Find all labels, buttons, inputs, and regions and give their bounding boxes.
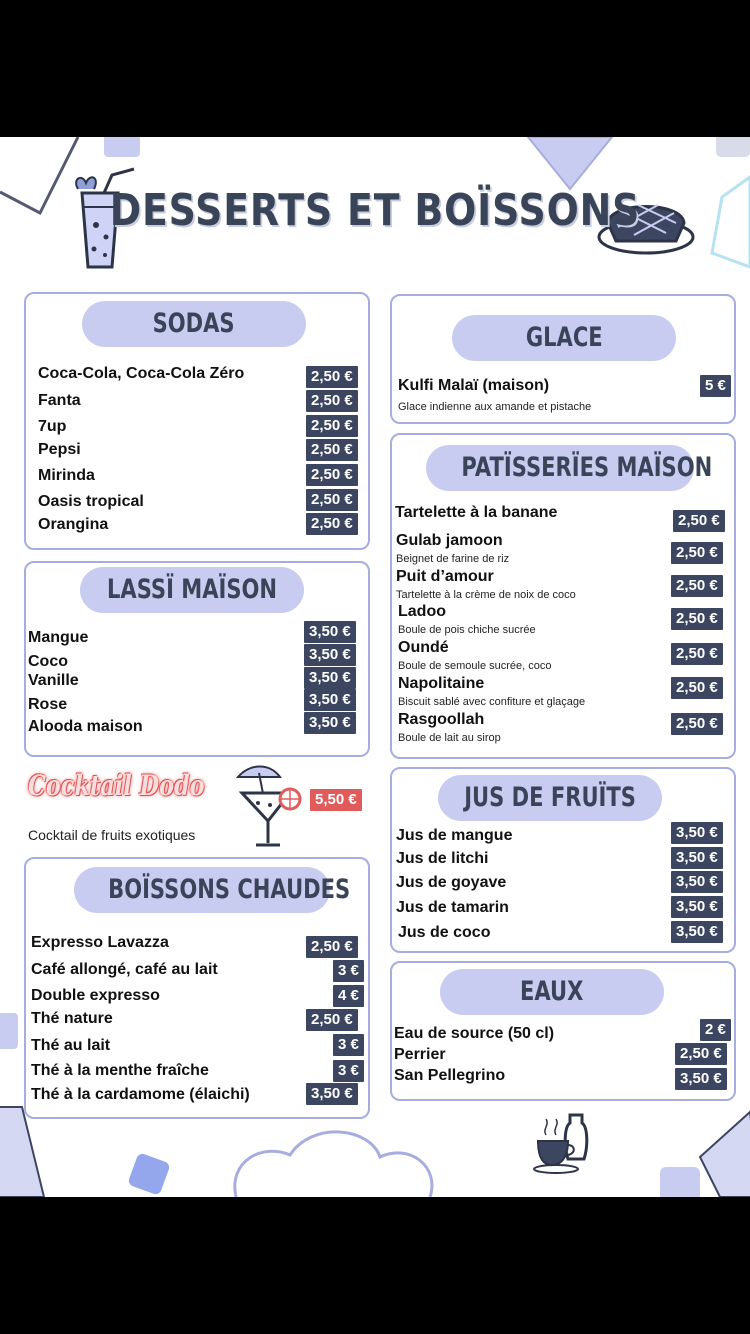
menu-item-name: Jus de litchi	[396, 850, 489, 867]
menu-item-name: Oundé	[398, 639, 449, 656]
menu-item-name: Ladoo	[398, 603, 446, 620]
price-badge: 2,50 €	[675, 1043, 727, 1065]
price-badge: 2,50 €	[306, 439, 358, 461]
sodas-heading: SODAS	[82, 301, 306, 347]
menu-item-name: Jus de tamarin	[396, 899, 509, 916]
price-badge: 2,50 €	[306, 366, 358, 388]
juices-heading: JUS DE FRUÏTS	[438, 775, 662, 821]
price-badge: 3,50 €	[304, 712, 356, 734]
price-badge: 3 €	[333, 1034, 364, 1056]
menu-item-description: Boule de lait au sirop	[398, 732, 501, 744]
price-badge: 2 €	[700, 1019, 731, 1041]
menu-item-name: Eau de source (50 cl)	[394, 1025, 555, 1042]
menu-item-name: Mirinda	[38, 467, 95, 484]
pastries-heading: PATÏSSERÏES MAÏSON	[426, 445, 694, 491]
price-badge: 2,50 €	[671, 608, 723, 630]
menu-item-description: Boule de pois chiche sucrée	[398, 624, 536, 636]
menu-item-name: Thé nature	[31, 1010, 113, 1027]
price-badge: 2,50 €	[671, 677, 723, 699]
menu-item-name: Thé à la menthe fraîche	[31, 1062, 209, 1079]
menu-item-name: Mangue	[28, 629, 89, 646]
menu-item-name: Kulfi Malaï (maison)	[398, 377, 550, 394]
menu-sheet	[0, 137, 750, 1197]
menu-item-name: Coca-Cola, Coca-Cola Zéro	[38, 365, 245, 382]
price-badge: 4 €	[333, 985, 364, 1007]
menu-item-name: Oasis tropical	[38, 493, 144, 510]
price-badge: 3,50 €	[304, 621, 356, 643]
menu-item-description: Glace indienne aux amande et pistache	[398, 401, 592, 413]
price-badge: 3,50 €	[304, 689, 356, 711]
menu-item-name: Rose	[28, 696, 68, 713]
menu-item-name: Puit d’amour	[396, 568, 494, 585]
menu-item-name: Jus de goyave	[396, 874, 507, 891]
price-badge: 2,50 €	[671, 575, 723, 597]
menu-item-name: Coco	[28, 653, 68, 670]
price-badge: 5 €	[700, 375, 731, 397]
price-badge: 3,50 €	[304, 644, 356, 666]
menu-item-name: 7up	[38, 418, 67, 435]
price-badge: 3,50 €	[306, 1083, 358, 1105]
menu-item-name: Jus de mangue	[396, 827, 513, 844]
price-badge: 3,50 €	[671, 921, 723, 943]
menu-item-name: Vanille	[28, 672, 79, 689]
hot-drinks-heading: BOÏSSONS CHAUDES	[74, 867, 330, 913]
cocktail-description: Cocktail de fruits exotiques	[28, 827, 196, 843]
menu-item-name: Expresso Lavazza	[31, 934, 169, 951]
menu-item-name: Café allongé, café au lait	[31, 961, 218, 978]
price-badge: 3 €	[333, 1060, 364, 1082]
page-title: DESSERTS ET BOÏSSONS	[109, 185, 641, 236]
menu-item-name: Jus de coco	[398, 924, 491, 941]
price-badge: 2,50 €	[671, 542, 723, 564]
menu-item-name: Napolitaine	[398, 675, 485, 692]
menu-item-description: Boule de semoule sucrée, coco	[398, 660, 552, 672]
lassi-heading: LASSÏ MAÏSON	[80, 567, 304, 613]
price-badge: 3,50 €	[671, 871, 723, 893]
price-badge: 2,50 €	[306, 1009, 358, 1031]
menu-item-name: Thé au lait	[31, 1037, 111, 1054]
cocktail-icon	[236, 765, 306, 851]
price-badge: 2,50 €	[306, 936, 358, 958]
price-badge: 2,50 €	[306, 513, 358, 535]
price-badge: 3,50 €	[671, 822, 723, 844]
menu-item-name: Double expresso	[31, 987, 160, 1004]
menu-item-description: Biscuit sablé avec confiture et glaçage	[398, 696, 586, 708]
menu-item-name: Orangina	[38, 516, 109, 533]
ice-cream-heading: GLACE	[452, 315, 676, 361]
price-badge: 2,50 €	[306, 489, 358, 511]
price-badge: 2,50 €	[671, 643, 723, 665]
menu-item-name: Gulab jamoon	[396, 532, 503, 549]
menu-item-name: Tartelette à la banane	[395, 504, 558, 521]
price-badge: 2,50 €	[306, 464, 358, 486]
price-badge: 3 €	[333, 960, 364, 982]
waters-heading: EAUX	[440, 969, 664, 1015]
price-badge: 2,50 €	[306, 390, 358, 412]
menu-item-description: Beignet de farine de riz	[396, 553, 510, 565]
price-badge: 2,50 €	[673, 510, 725, 532]
price-badge: 3,50 €	[671, 896, 723, 918]
menu-item-name: Thé à la cardamome (élaichi)	[31, 1086, 250, 1103]
menu-item-name: Pepsi	[38, 441, 81, 458]
tea-set-icon	[530, 1107, 600, 1177]
price-badge: 2,50 €	[306, 415, 358, 437]
menu-item-name: Perrier	[394, 1046, 446, 1063]
menu-item-name: San Pellegrino	[394, 1067, 506, 1084]
cocktail-price-badge: 5,50 €	[310, 789, 362, 811]
cocktail-heading: Cocktail Dodo	[28, 769, 205, 802]
price-badge: 2,50 €	[671, 713, 723, 735]
price-badge: 3,50 €	[675, 1068, 727, 1090]
menu-item-description: Tartelette à la crème de noix de coco	[396, 589, 576, 601]
menu-item-name: Fanta	[38, 392, 81, 409]
menu-item-name: Alooda maison	[28, 718, 143, 735]
price-badge: 3,50 €	[304, 667, 356, 689]
price-badge: 3,50 €	[671, 847, 723, 869]
menu-item-name: Rasgoollah	[398, 711, 485, 728]
